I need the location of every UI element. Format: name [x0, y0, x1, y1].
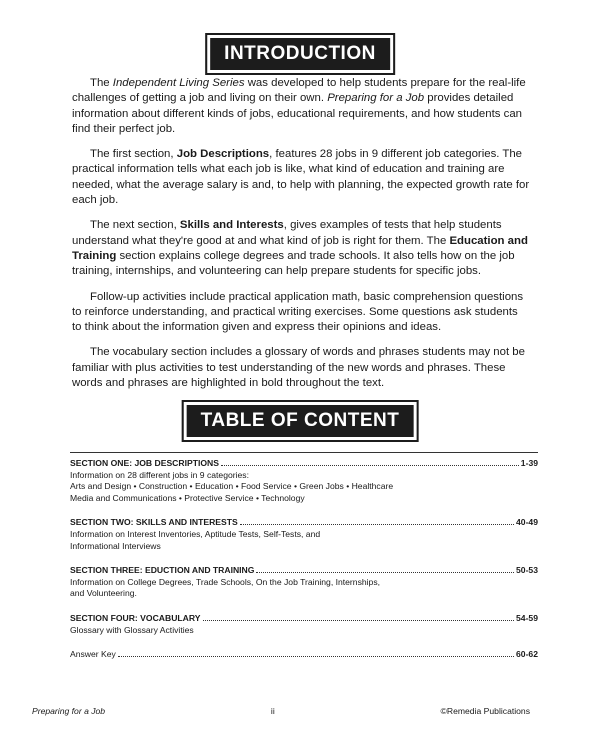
toc-desc-line: Glossary with Glossary Activities — [70, 624, 194, 635]
dot-leader — [118, 656, 514, 657]
toc-entry-pages: 40-49 — [516, 517, 538, 528]
toc-entry-pages: 50-53 — [516, 565, 538, 576]
toc-entry-heading — [70, 458, 538, 470]
toc-entry-heading — [70, 613, 538, 625]
toc-desc-line: Information on College Degrees, Trade Schools, On the Job Training, Internships, — [70, 576, 381, 587]
page-footer — [32, 706, 530, 716]
toc-desc-line: Arts and Design • Construction • Education • Food Service • Green Jobs • Healthcare — [70, 481, 394, 492]
toc-entry-title: SECTION FOUR: VOCABULARY — [70, 612, 201, 623]
dot-leader — [221, 465, 519, 466]
toc-entry-description — [70, 470, 538, 505]
intro-paragraph-2: The first section, Job Descriptions, features 28 jobs in 9 different job categories. The practical information tells what each job is like, what kind of education and training are needed, what the average salary is and, to help with planning, the expected growth rate for each job. — [72, 148, 530, 207]
toc-entry-description — [70, 577, 538, 600]
intro-paragraph-3: The next section, Skills and Interests, gives examples of tests that help students understand what they're good at and what kind of job is right for them. The Education and Training section explains college degrees and trade schools. It also tells how on the job training, internships, and volunteering can help prepare students for specific jobs. — [72, 219, 528, 278]
toc-desc-line: and Volunteering. — [70, 588, 137, 599]
table-of-contents — [70, 452, 538, 674]
introduction-heading: INTRODUCTION — [207, 35, 393, 73]
toc-entry-description — [70, 625, 538, 637]
toc-desc-line: Media and Communications • Protective Service • Technology — [70, 492, 305, 503]
toc-entry[interactable] — [70, 565, 538, 600]
toc-entry-title: Answer Key — [70, 649, 116, 660]
toc-desc-line: Information on 28 different jobs in 9 categories: — [70, 469, 249, 480]
dot-leader — [256, 572, 514, 573]
footer-page-number: ii — [270, 706, 275, 716]
footer-publisher: ©Remedia Publications — [440, 706, 530, 716]
toc-desc-line: Informational Interviews — [70, 540, 161, 551]
toc-desc-line: Information on Interest Inventories, Aptitude Tests, Self-Tests, and — [70, 528, 321, 539]
footer-book-title: Preparing for a Job — [32, 706, 106, 716]
toc-entry-title: SECTION THREE: EDUCTION AND TRAINING — [70, 565, 255, 576]
dot-leader — [240, 524, 514, 525]
toc-entry-heading — [70, 517, 538, 529]
toc-entry[interactable] — [70, 613, 538, 636]
intro-paragraph-1: The Independent Living Series was developed to help students prepare for the real-life challenges of getting a job and living on their own. Preparing for a Job provides detailed information about different kinds of jobs, educational requirements, and how students can find their perfect job. — [72, 77, 526, 135]
introduction-body — [72, 76, 530, 401]
toc-entry-title: SECTION ONE: JOB DESCRIPTIONS — [70, 458, 219, 468]
toc-entry-heading — [70, 565, 538, 577]
toc-entry-description — [70, 529, 538, 552]
toc-entry-pages: 54-59 — [516, 612, 538, 623]
intro-paragraph-4: Follow-up activities include practical application math, basic comprehension questions to reinforce understanding, and practical writing exercises. Some questions ask students to think about the information given and express their opinions and ideas. — [72, 290, 524, 334]
toc-entry[interactable] — [70, 517, 538, 552]
toc-entry-pages: 1-39 — [520, 458, 538, 468]
toc-entry[interactable] — [70, 649, 538, 661]
toc-divider — [70, 452, 538, 453]
toc-entry-title: SECTION TWO: SKILLS AND INTERESTS — [70, 517, 238, 528]
dot-leader — [203, 620, 515, 621]
toc-entry-pages: 60-62 — [516, 649, 538, 660]
toc-entry-heading — [70, 649, 538, 661]
intro-paragraph-5: The vocabulary section includes a glossary of words and phrases students may not be familiar with plus activities to test understanding of the new words and phrases. These words and phrases are highlighted in bold throughout the text. — [72, 346, 525, 390]
table-of-content-heading: TABLE OF CONTENT — [184, 402, 417, 440]
toc-entry[interactable] — [70, 458, 538, 504]
